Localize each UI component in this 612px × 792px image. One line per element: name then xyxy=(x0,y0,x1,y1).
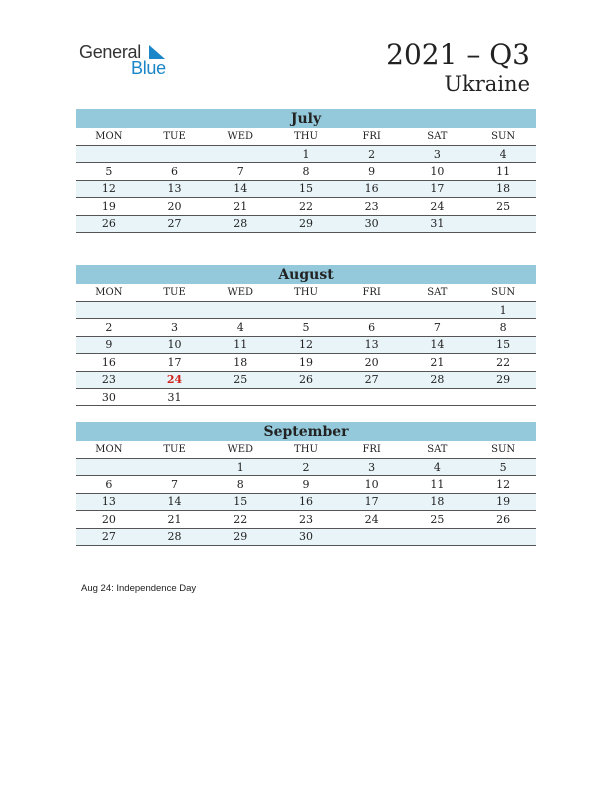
week-row xyxy=(76,371,536,388)
day-cell: 30 xyxy=(76,388,142,405)
day-cell: 25 xyxy=(470,198,536,215)
day-cell: 25 xyxy=(405,511,471,528)
day-cell xyxy=(76,302,142,319)
day-cell: 28 xyxy=(405,371,471,388)
weekday-label: MON xyxy=(76,441,142,459)
day-cell: 26 xyxy=(76,215,142,232)
day-cell xyxy=(273,388,339,405)
day-cell: 5 xyxy=(76,163,142,180)
holiday-notes xyxy=(81,583,196,594)
week-row xyxy=(76,459,536,476)
day-cell xyxy=(405,528,471,545)
weekday-label: SUN xyxy=(470,128,536,146)
day-cell xyxy=(339,388,405,405)
day-cell: 6 xyxy=(76,476,142,493)
day-cell: 8 xyxy=(470,319,536,336)
day-cell: 14 xyxy=(405,336,471,353)
brand-blue: Blue xyxy=(131,58,166,78)
day-cell: 18 xyxy=(470,180,536,197)
day-cell: 16 xyxy=(273,493,339,510)
day-cell: 27 xyxy=(339,371,405,388)
weekday-label: MON xyxy=(76,284,142,302)
day-cell: 1 xyxy=(273,146,339,163)
week-row xyxy=(76,354,536,371)
day-cell: 30 xyxy=(273,528,339,545)
day-cell xyxy=(339,528,405,545)
weekday-label: TUE xyxy=(142,128,208,146)
day-cell: 18 xyxy=(405,493,471,510)
day-cell: 13 xyxy=(76,493,142,510)
day-cell: 22 xyxy=(273,198,339,215)
day-cell: 17 xyxy=(142,354,208,371)
day-cell: 19 xyxy=(273,354,339,371)
day-cell: 7 xyxy=(405,319,471,336)
weekday-label: SAT xyxy=(405,441,471,459)
day-cell: 11 xyxy=(470,163,536,180)
day-cell: 20 xyxy=(76,511,142,528)
weekday-row xyxy=(76,441,536,459)
week-row xyxy=(76,163,536,180)
holiday-day-cell: 24 xyxy=(142,371,208,388)
day-cell: 29 xyxy=(470,371,536,388)
week-row xyxy=(76,388,536,405)
weekday-label: SUN xyxy=(470,284,536,302)
weekday-label: THU xyxy=(273,284,339,302)
weekday-label: TUE xyxy=(142,441,208,459)
week-row xyxy=(76,528,536,545)
day-cell: 26 xyxy=(273,371,339,388)
day-cell: 11 xyxy=(207,336,273,353)
week-row xyxy=(76,146,536,163)
day-cell: 4 xyxy=(207,319,273,336)
month-header: July xyxy=(76,109,536,128)
day-cell: 23 xyxy=(339,198,405,215)
weekday-label: SAT xyxy=(405,128,471,146)
day-cell xyxy=(142,302,208,319)
day-cell: 17 xyxy=(405,180,471,197)
weekday-label: SUN xyxy=(470,441,536,459)
day-cell: 15 xyxy=(273,180,339,197)
weekday-label: FRI xyxy=(339,441,405,459)
weekday-label: FRI xyxy=(339,128,405,146)
day-cell: 28 xyxy=(207,215,273,232)
day-cell: 4 xyxy=(405,459,471,476)
weekday-label: WED xyxy=(207,128,273,146)
brand-triangle-icon xyxy=(149,45,165,59)
weekday-row xyxy=(76,284,536,302)
day-cell: 27 xyxy=(142,215,208,232)
day-cell xyxy=(142,459,208,476)
day-cell: 28 xyxy=(142,528,208,545)
month-august xyxy=(76,265,536,406)
day-cell: 18 xyxy=(207,354,273,371)
day-cell xyxy=(207,302,273,319)
day-cell: 30 xyxy=(339,215,405,232)
day-cell: 6 xyxy=(142,163,208,180)
day-cell: 19 xyxy=(470,493,536,510)
day-cell: 8 xyxy=(207,476,273,493)
day-cell xyxy=(142,146,208,163)
day-cell: 13 xyxy=(142,180,208,197)
month-header: September xyxy=(76,422,536,441)
day-cell: 21 xyxy=(207,198,273,215)
week-row xyxy=(76,215,536,232)
day-cell: 21 xyxy=(405,354,471,371)
day-cell: 19 xyxy=(76,198,142,215)
week-row xyxy=(76,198,536,215)
week-row xyxy=(76,302,536,319)
day-cell xyxy=(207,388,273,405)
week-row xyxy=(76,493,536,510)
page-title: 2021 – Q3 xyxy=(386,38,530,71)
day-cell: 16 xyxy=(339,180,405,197)
day-cell: 3 xyxy=(339,459,405,476)
day-cell: 1 xyxy=(207,459,273,476)
day-cell: 7 xyxy=(142,476,208,493)
week-row xyxy=(76,180,536,197)
day-cell: 14 xyxy=(207,180,273,197)
day-cell xyxy=(76,146,142,163)
weekday-label: WED xyxy=(207,284,273,302)
calendar-table xyxy=(76,441,536,546)
day-cell: 6 xyxy=(339,319,405,336)
day-cell xyxy=(76,459,142,476)
week-row xyxy=(76,336,536,353)
calendar-table xyxy=(76,128,536,233)
week-row xyxy=(76,319,536,336)
day-cell: 3 xyxy=(405,146,471,163)
day-cell: 1 xyxy=(470,302,536,319)
day-cell: 9 xyxy=(339,163,405,180)
day-cell xyxy=(405,388,471,405)
day-cell: 10 xyxy=(142,336,208,353)
day-cell: 27 xyxy=(76,528,142,545)
day-cell: 10 xyxy=(405,163,471,180)
day-cell: 24 xyxy=(405,198,471,215)
week-row xyxy=(76,476,536,493)
day-cell: 29 xyxy=(273,215,339,232)
day-cell: 5 xyxy=(470,459,536,476)
day-cell xyxy=(470,215,536,232)
day-cell: 13 xyxy=(339,336,405,353)
day-cell: 12 xyxy=(470,476,536,493)
day-cell: 2 xyxy=(339,146,405,163)
day-cell: 8 xyxy=(273,163,339,180)
day-cell xyxy=(273,302,339,319)
day-cell: 31 xyxy=(142,388,208,405)
day-cell: 3 xyxy=(142,319,208,336)
day-cell: 7 xyxy=(207,163,273,180)
day-cell: 24 xyxy=(339,511,405,528)
day-cell xyxy=(470,528,536,545)
day-cell: 15 xyxy=(470,336,536,353)
weekday-label: SAT xyxy=(405,284,471,302)
weekday-row xyxy=(76,128,536,146)
month-july xyxy=(76,109,536,233)
day-cell: 5 xyxy=(273,319,339,336)
calendar-table xyxy=(76,284,536,406)
weekday-label: WED xyxy=(207,441,273,459)
weekday-label: THU xyxy=(273,441,339,459)
day-cell xyxy=(339,302,405,319)
day-cell: 16 xyxy=(76,354,142,371)
day-cell: 22 xyxy=(470,354,536,371)
day-cell: 26 xyxy=(470,511,536,528)
day-cell: 22 xyxy=(207,511,273,528)
day-cell: 14 xyxy=(142,493,208,510)
brand-general: General xyxy=(79,42,141,62)
day-cell: 17 xyxy=(339,493,405,510)
day-cell: 9 xyxy=(273,476,339,493)
day-cell: 4 xyxy=(470,146,536,163)
day-cell: 11 xyxy=(405,476,471,493)
weekday-label: TUE xyxy=(142,284,208,302)
day-cell: 25 xyxy=(207,371,273,388)
day-cell: 12 xyxy=(273,336,339,353)
brand-logo xyxy=(79,42,179,82)
day-cell: 2 xyxy=(273,459,339,476)
day-cell xyxy=(207,146,273,163)
day-cell: 20 xyxy=(142,198,208,215)
weekday-label: FRI xyxy=(339,284,405,302)
day-cell: 21 xyxy=(142,511,208,528)
day-cell xyxy=(470,388,536,405)
holiday-note: Aug 24: Independence Day xyxy=(81,583,197,594)
week-row xyxy=(76,511,536,528)
day-cell: 9 xyxy=(76,336,142,353)
day-cell: 29 xyxy=(207,528,273,545)
day-cell: 12 xyxy=(76,180,142,197)
day-cell xyxy=(405,302,471,319)
month-header: August xyxy=(76,265,536,284)
day-cell: 23 xyxy=(273,511,339,528)
day-cell: 2 xyxy=(76,319,142,336)
day-cell: 23 xyxy=(76,371,142,388)
day-cell: 10 xyxy=(339,476,405,493)
page-subtitle: Ukraine xyxy=(444,72,530,96)
day-cell: 31 xyxy=(405,215,471,232)
weekday-label: MON xyxy=(76,128,142,146)
weekday-label: THU xyxy=(273,128,339,146)
day-cell: 15 xyxy=(207,493,273,510)
day-cell: 20 xyxy=(339,354,405,371)
month-september xyxy=(76,422,536,546)
